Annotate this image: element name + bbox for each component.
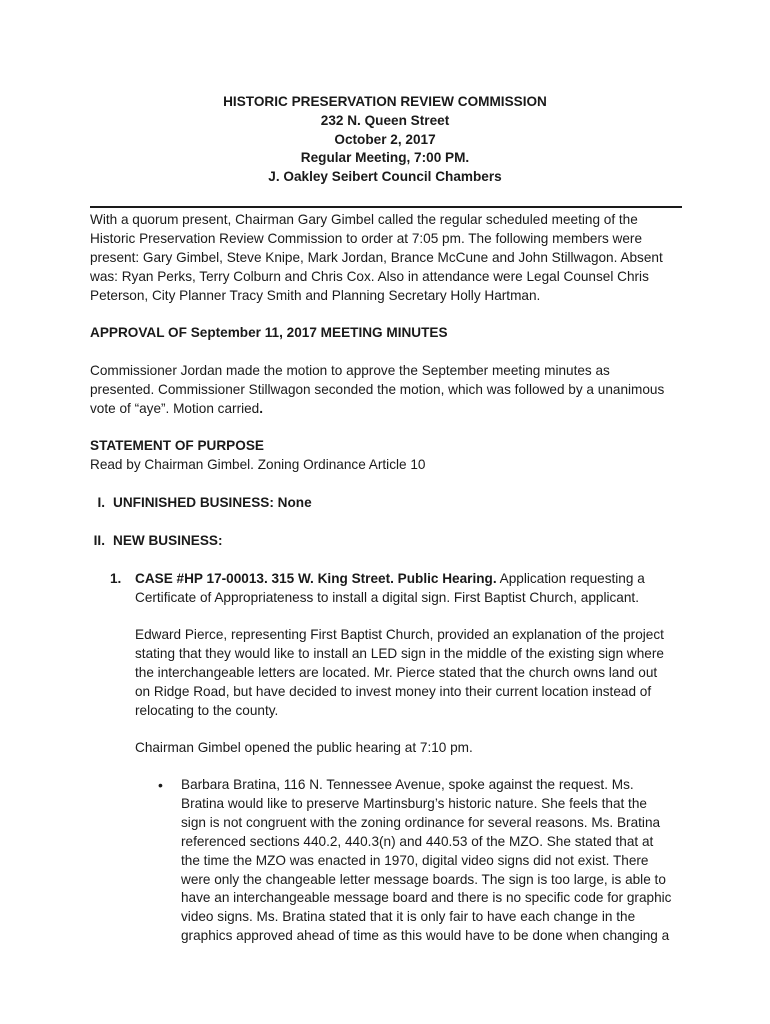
purpose-text: Read by Chairman Gimbel. Zoning Ordinance Article 10 [90,457,426,472]
meeting-type: Regular Meeting, 7:00 PM. [300,150,470,166]
intro-line: was: Ryan Perks, Terry Colburn and Chris Cox. Also in attendance were Legal Counsel Chris [90,268,649,284]
bullet-icon: • [158,777,163,793]
case-item [135,570,695,608]
case-explanation [135,626,695,721]
section-new-business: NEW BUSINESS: [113,533,223,548]
section-unfinished-business: UNFINISHED BUSINESS: None [113,495,312,510]
approval-line-text: vote of “aye”. Motion carried [90,400,260,416]
testimony-line: Bratina would like to preserve Martinsburg’s historic nature. She feels that the [181,795,647,811]
explanation-line: relocating to the county. [135,702,279,718]
section-number: II. [93,533,105,548]
testimony-line: the time the MZO was enacted in 1970, digital video signs did not exist. There [181,852,649,868]
intro-paragraph [90,211,690,306]
meeting-date: October 2, 2017 [334,131,436,147]
testimony-line: video signs. Ms. Bratina stated that it is only fair to have each change in the [181,909,636,925]
testimony-bratina [181,776,701,946]
commission-title: HISTORIC PRESERVATION REVIEW COMMISSION [223,94,547,109]
testimony-line: referenced sections 440.2, 440.3(n) and 440.53 of the MZO. She stated that at [181,833,654,849]
testimony-line: have an interchangeable message board and there is no specific code for graphic [181,890,672,906]
intro-line: With a quorum present, Chairman Gary Gimbel called the regular scheduled meeting of the [90,212,638,227]
approval-line [90,400,690,419]
intro-line: Historic Preservation Review Commission to order at 7:05 pm. The following members were [90,230,643,246]
public-hearing-opened: Chairman Gimbel opened the public hearing at 7:10 pm. [135,740,473,755]
intro-line: Peterson, City Planner Tracy Smith and Planning Secretary Holly Hartman. [90,287,541,303]
meeting-header [90,93,680,187]
case-line-text: Application requesting a [496,571,645,586]
header-divider [90,206,682,208]
intro-line: present: Gary Gimbel, Steve Knipe, Mark Jordan, Brance McCune and John Stillwagon. Absent [90,249,663,265]
case-line [135,570,695,589]
explanation-line: Edward Pierce, representing First Baptist Church, provided an explanation of the project [135,627,664,642]
testimony-line: graphics approved ahead of time as this would have to be done when changing a [181,928,670,944]
testimony-line: sign is not congruent with the zoning ordinance for several reasons. Ms. Bratina [181,814,661,830]
case-line: Certificate of Appropriateness to install a digital sign. First Baptist Church, applicant. [135,589,639,605]
testimony-line: were only the changeable letter message boards. The sign is too large, is able to [181,871,666,887]
approval-heading: APPROVAL OF September 11, 2017 MEETING MINUTES [90,325,448,340]
approval-line: presented. Commissioner Stillwagon seconded the motion, which was followed by a unanimous [90,381,665,397]
approval-paragraph [90,362,690,419]
section-number: I. [97,495,105,510]
address: 232 N. Queen Street [320,112,450,128]
purpose-heading: STATEMENT OF PURPOSE [90,438,264,453]
testimony-line: Barbara Bratina, 116 N. Tennessee Avenue, spoke against the request. Ms. [181,777,634,792]
explanation-line: the interchangeable letters are located. Mr. Pierce stated that the church owns land out [135,664,658,680]
approval-line: Commissioner Jordan made the motion to approve the September meeting minutes as [90,363,610,378]
approval-line-period: . [259,400,264,416]
meeting-location: J. Oakley Seibert Council Chambers [268,169,502,185]
explanation-line: stating that they would like to install an LED sign in the middle of the existing sign where [135,645,664,661]
explanation-line: on Ridge Road, but have decided to invest money into their current location instead of [135,683,652,699]
item-number: 1. [110,571,122,586]
case-title: CASE #HP 17-00013. 315 W. King Street. Public Hearing. [135,571,497,586]
